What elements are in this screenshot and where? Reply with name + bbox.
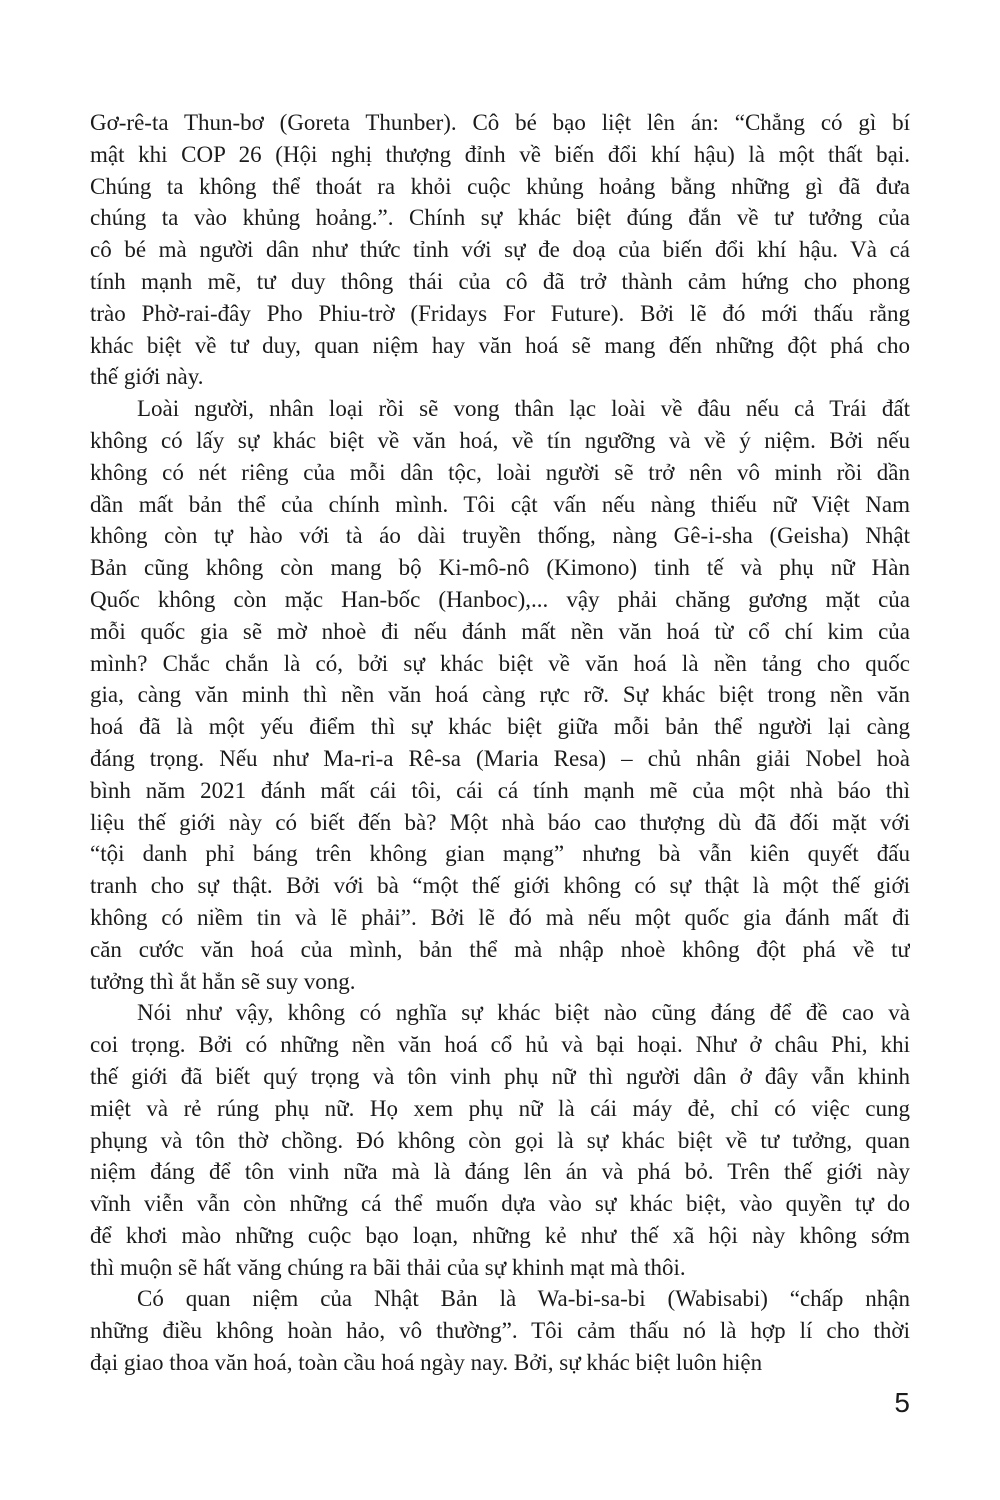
text-line: thì muộn sẽ hất văng chúng ra bãi thải của sự khinh mạt mà thôi. (90, 1254, 686, 1280)
text-line: khác biệt về tư duy, quan niệm hay văn hoá sẽ mang đến những đột phá cho (90, 332, 910, 358)
text-line: mật khi COP 26 (Hội nghị thượng đỉnh về biến đổi khí hậu) là một thất bại. (90, 141, 910, 167)
text-line: Loài người, nhân loại rồi sẽ vong thân lạc loài về đâu nếu cả Trái đất (137, 396, 910, 422)
text-line: tranh cho sự thật. Bởi với bà “một thế giới không có sự thật là một thế giới (90, 873, 910, 899)
text-line: không có lấy sự khác biệt về văn hoá, về tín ngưỡng và về ý niệm. Bởi nếu (90, 427, 910, 453)
text-line: niệm đáng để tôn vinh nữa mà là đáng lên án và phá bỏ. Trên thế giới này (90, 1159, 910, 1185)
text-line: tưởng thì ắt hẳn sẽ suy vong. (90, 968, 356, 994)
paragraph (90, 393, 910, 997)
text-line: mình? Chắc chắn là có, bởi sự khác biệt về văn hoá là nền tảng cho quốc (90, 650, 910, 676)
page-number: 5 (894, 1387, 910, 1418)
text-line: phụng và tôn thờ chồng. Đó không còn gọi là sự khác biệt về tư tưởng, quan (90, 1127, 910, 1153)
text-line: hoá đã là một yếu điểm thì sự khác biệt giữa mỗi bản thể người lại càng (90, 714, 910, 740)
text-line: tính mạnh mẽ, tư duy thông thái của cô đã trở thành cảm hứng cho phong (90, 268, 910, 294)
text-line: thế giới đã biết quý trọng và tôn vinh phụ nữ thì người dân ở đây vẫn khinh (90, 1063, 910, 1089)
document-body (90, 107, 910, 1379)
text-line: bình năm 2021 đánh mất cái tôi, cái cá tính mạnh mẽ của một nhà báo thì (90, 777, 910, 803)
text-line: đáng trọng. Nếu như Ma-ri-a Rê-sa (Maria Resa) – chủ nhân giải Nobel hoà (90, 745, 910, 771)
text-line: thế giới này. (90, 364, 204, 390)
text-line: căn cước văn hoá của mình, bản thể mà nhập nhoè không đột phá về tư (90, 936, 910, 962)
text-line: Gơ-rê-ta Thun-bơ (Goreta Thunber). Cô bé bạo liệt lên án: “Chẳng có gì bí (90, 110, 910, 135)
text-line: Bản cũng không còn mang bộ Ki-mô-nô (Kimono) tinh tế và phụ nữ Hàn (90, 555, 910, 581)
text-line: không còn tự hào với tà áo dài truyền thống, nàng Gê-i-sha (Geisha) Nhật (90, 523, 910, 549)
text-line: Chúng ta không thể thoát ra khỏi cuộc khủng hoảng bằng những gì đã đưa (90, 173, 910, 199)
text-line: coi trọng. Bởi có những nền văn hoá cổ hủ và bại hoại. Như ở châu Phi, khi (90, 1032, 910, 1058)
text-line: không có nét riêng của mỗi dân tộc, loài người sẽ trở nên vô minh rồi dần (90, 459, 910, 485)
paragraph (90, 1283, 910, 1378)
text-line: dần mất bản thể của chính mình. Tôi cật vấn nếu nàng thiếu nữ Việt Nam (90, 491, 910, 517)
text-line: chúng ta vào khủng hoảng.”. Chính sự khác biệt đúng đắn về tư tưởng của (90, 205, 910, 231)
paragraph (90, 997, 910, 1283)
text-line: Có quan niệm của Nhật Bản là Wa-bi-sa-bi (Wabisabi) “chấp nhận (137, 1286, 910, 1312)
text-line: miệt và rẻ rúng phụ nữ. Họ xem phụ nữ là cái máy đẻ, chỉ có việc cung (90, 1095, 910, 1121)
text-line: để khơi mào những cuộc bạo loạn, những kẻ như thế xã hội này không sớm (90, 1222, 910, 1248)
paragraph (90, 107, 910, 393)
text-line: mỗi quốc gia sẽ mờ nhoè đi nếu đánh mất nền văn hoá từ cổ chí kim của (90, 618, 910, 644)
text-line: vĩnh viễn vẫn còn những cá thể muốn dựa vào sự khác biệt, vào quyền tự do (90, 1191, 910, 1217)
text-line: gia, càng văn minh thì nền văn hoá càng rực rỡ. Sự khác biệt trong nền văn (90, 682, 910, 708)
text-line: những điều không hoàn hảo, vô thường”. Tôi cảm thấu nó là hợp lí cho thời (90, 1318, 910, 1344)
text-line: Quốc không còn mặc Han-bốc (Hanboc),... vậy phải chăng gương mặt của (90, 586, 910, 612)
text-line: cô bé mà người dân như thức tỉnh với sự đe doạ của biến đổi khí hậu. Và cá (90, 237, 910, 263)
text-line: liệu thế giới này có biết đến bà? Một nhà báo cao thượng dù đã đối mặt với (90, 809, 910, 835)
text-line: đại giao thoa văn hoá, toàn cầu hoá ngày nay. Bởi, sự khác biệt luôn hiện (90, 1350, 763, 1376)
text-line: Nói như vậy, không có nghĩa sự khác biệt nào cũng đáng để đề cao và (137, 1000, 910, 1026)
text-line: “tội danh phỉ báng trên không gian mạng” nhưng bà vẫn kiên quyết đấu (90, 841, 910, 867)
text-line: trào Phờ-rai-đây Pho Phiu-trờ (Fridays For Future). Bởi lẽ đó mới thấu rằng (90, 300, 910, 326)
text-line: không có niềm tin và lẽ phải”. Bởi lẽ đó mà nếu một quốc gia đánh mất đi (90, 904, 910, 930)
